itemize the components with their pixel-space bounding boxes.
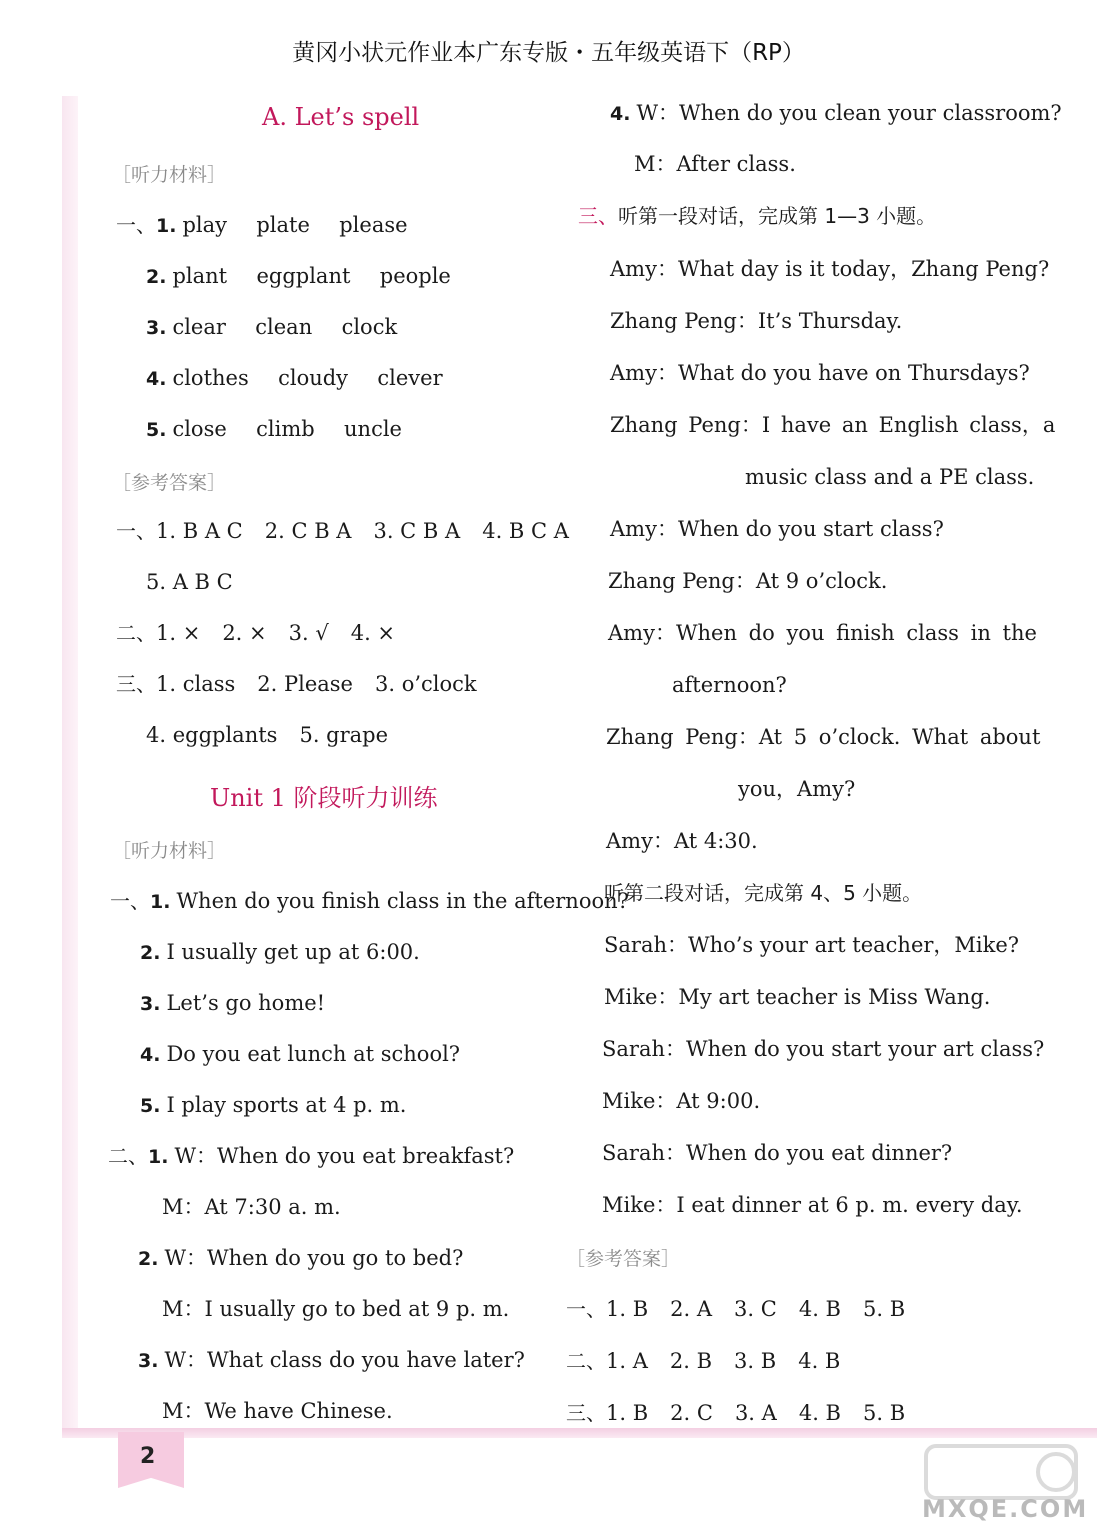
list-item: 2. I usually get up at 6:00. — [140, 940, 420, 964]
dialogue-line: Mike：I eat dinner at 6 p. m. every day. — [602, 1193, 1023, 1217]
answer-row: 三、1. B 2. C 3. A 4. B 5. B — [566, 1401, 906, 1425]
unit-section-title: Unit 1 阶段听力训练 — [210, 784, 438, 812]
spell-section-title: A. Let’s spell — [262, 103, 420, 131]
dialogue-line: Zhang Peng：At 9 o’clock. — [608, 569, 888, 593]
list-item: M：After class. — [634, 152, 796, 176]
answer-row: 二、1. × 2. × 3. √ 4. × — [116, 621, 396, 645]
watermark-text: MXQE.COM — [922, 1495, 1089, 1523]
dialogue-line: Sarah：When do you start your art class? — [602, 1037, 1045, 1061]
dialogue-line: Mike：My art teacher is Miss Wang. — [604, 985, 991, 1009]
dialogue-line: Mike：At 9:00. — [602, 1089, 761, 1113]
page-header-title: 黄冈小状元作业本广东专版・五年级英语下（RP） — [292, 40, 805, 66]
dialogue-line: Amy：When do you finish class in the — [608, 621, 1037, 645]
list-item: 二、1. W：When do you eat breakfast? — [108, 1144, 515, 1168]
dialogue-line: Amy：What day is it today，Zhang Peng? — [610, 257, 1050, 281]
answer-row: 5. A B C — [146, 570, 233, 594]
list-item: 3. W：What class do you have later? — [138, 1348, 525, 1372]
answer-row: 一、1. B 2. A 3. C 4. B 5. B — [566, 1297, 906, 1321]
spell-material-label: ［听力材料］ — [112, 164, 227, 186]
bottom-band — [62, 1428, 1097, 1438]
dialogue-line: Sarah：When do you eat dinner? — [602, 1141, 953, 1165]
list-item: 5. close climb uncle — [146, 417, 402, 441]
answer-label: ［参考答案］ — [566, 1248, 681, 1270]
part3-intro-2: 听第二段对话，完成第 4、5 小题。 — [604, 881, 923, 905]
answer-row: 二、1. A 2. B 3. B 4. B — [566, 1349, 841, 1373]
list-item: 2. plant eggplant people — [146, 264, 451, 288]
list-item: 3. Let’s go home! — [140, 991, 326, 1015]
list-item: 2. W：When do you go to bed? — [138, 1246, 464, 1270]
dialogue-line: music class and a PE class. — [745, 465, 1035, 489]
dialogue-line: Amy：At 4:30. — [606, 829, 758, 853]
part3-intro: 三、听第一段对话，完成第 1—3 小题。 — [578, 204, 937, 228]
list-item: 一、1. When do you finish class in the afternoon? — [110, 889, 629, 913]
left-margin-band — [62, 96, 78, 1436]
dialogue-line: Zhang Peng：I have an English class，a — [610, 413, 1056, 437]
dialogue-line: Zhang Peng：It’s Thursday. — [610, 309, 903, 333]
dialogue-line: afternoon? — [672, 673, 787, 697]
answer-row: 三、1. class 2. Please 3. o’clock — [116, 672, 477, 696]
list-item: 4. Do you eat lunch at school? — [140, 1042, 461, 1066]
dialogue-line: Amy：When do you start class? — [610, 517, 944, 541]
answer-row: 一、1. B A C 2. C B A 3. C B A 4. B C A — [116, 519, 569, 543]
list-item: 5. I play sports at 4 p. m. — [140, 1093, 407, 1117]
page-number: 2 — [140, 1444, 156, 1469]
list-item: 3. clear clean clock — [146, 315, 398, 339]
list-item: M：We have Chinese. — [162, 1399, 393, 1423]
list-item: M：I usually go to bed at 9 p. m. — [162, 1297, 510, 1321]
dialogue-line: Sarah：Who’s your art teacher，Mike? — [604, 933, 1020, 957]
spell-answer-label: ［参考答案］ — [112, 472, 227, 494]
unit-material-label: ［听力材料］ — [112, 840, 227, 862]
list-item: M：At 7:30 a. m. — [162, 1195, 341, 1219]
dialogue-line: Amy：What do you have on Thursdays? — [610, 361, 1030, 385]
list-item: 4. W：When do you clean your classroom? — [610, 101, 1062, 125]
answer-row: 4. eggplants 5. grape — [146, 723, 389, 747]
dialogue-line: Zhang Peng：At 5 o’clock. What about — [606, 725, 1041, 749]
dialogue-line: you，Amy? — [738, 777, 856, 801]
list-item: 4. clothes cloudy clever — [146, 366, 443, 390]
list-item: 一、1. play plate please — [116, 213, 408, 237]
